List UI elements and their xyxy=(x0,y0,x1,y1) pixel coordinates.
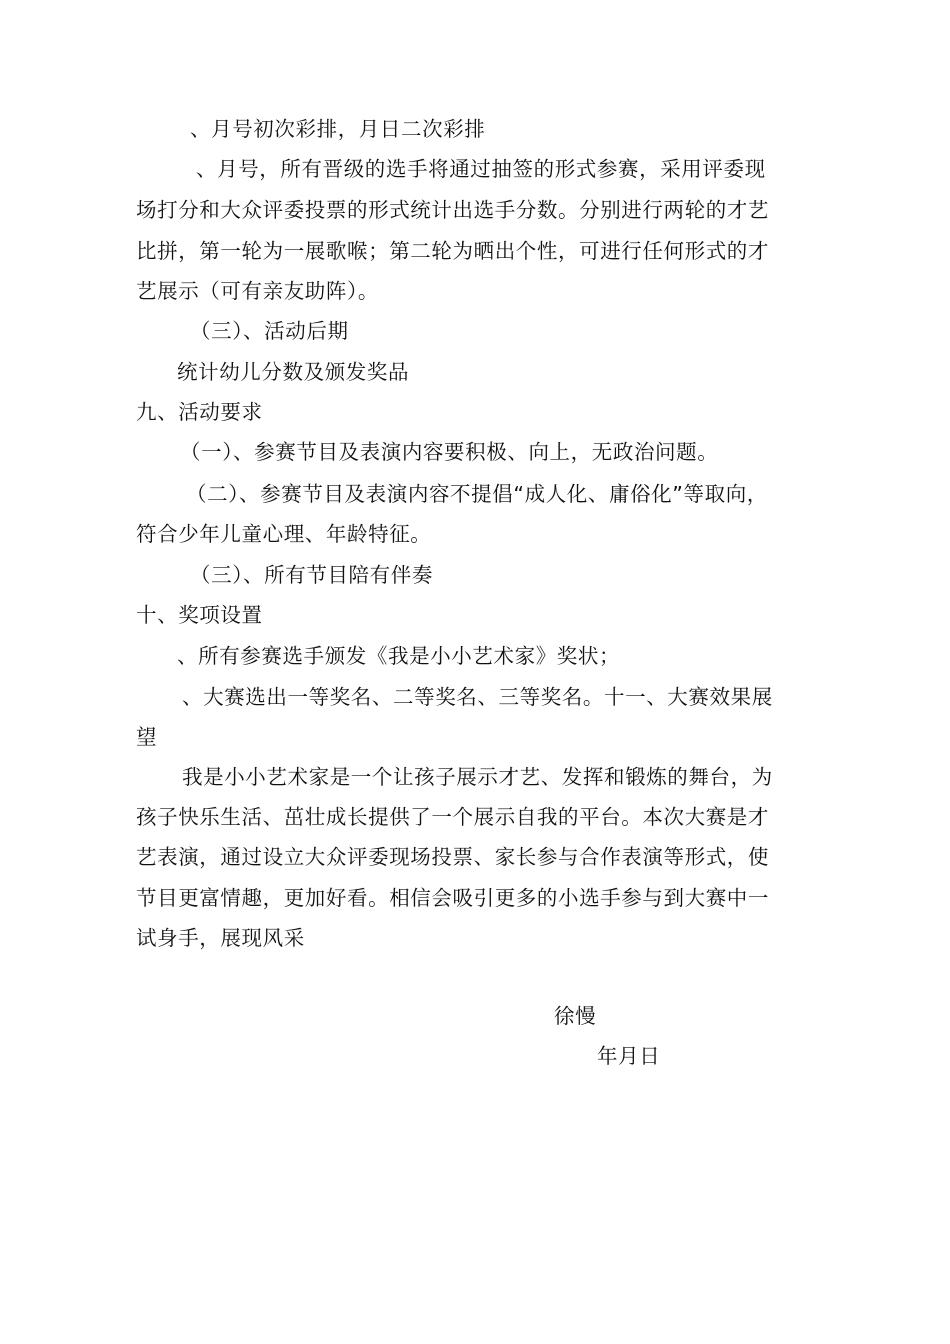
schedule-rehearsal-line: 、月号初次彩排，月日二次彩排 xyxy=(190,117,486,141)
paragraph-line: 符合少年儿童心理、年龄特征。 xyxy=(136,522,432,546)
award-item: 、所有参赛选手颁发《我是小小艺术家》奖状； xyxy=(177,644,621,668)
requirement-item: （三）、所有节目陪有伴奏 xyxy=(190,563,433,587)
section-heading: 十、奖项设置 xyxy=(136,603,263,627)
paragraph-line: 我是小小艺术家是一个让孩子展示才艺、发挥和锻炼的舞台，为 xyxy=(182,765,773,789)
paragraph-line: 艺表演，通过设立大众评委现场投票、家长参与合作表演等形式，使 xyxy=(136,845,769,869)
schedule-competition-line: 、月号，所有晋级的选手将通过抽签的形式参赛，采用评委现 xyxy=(196,157,766,181)
paragraph-line: 艺展示（可有亲友助阵）。 xyxy=(136,279,379,303)
paragraph-line: 试身手，展现风采 xyxy=(136,926,305,950)
paragraph-line: 望 xyxy=(136,725,158,749)
paragraph-line: 节目更富情趣，更加好看。相信会吸引更多的小选手参与到大赛中一 xyxy=(136,886,769,910)
paragraph-line: 孩子快乐生活、茁壮成长提供了一个展示自我的平台。本次大赛是才 xyxy=(136,805,769,829)
signature-date: 年月日 xyxy=(597,1044,661,1068)
paragraph-line: 统计幼儿分数及颁发奖品 xyxy=(177,360,410,384)
paragraph-line: 比拼，第一轮为一展歌喉；第二轮为晒出个性，可进行任何形式的才 xyxy=(136,239,769,263)
requirement-item: （二）、参赛节目及表演内容不提倡“成人化、庸俗化”等取向， xyxy=(186,482,768,506)
section-heading: 九、活动要求 xyxy=(136,400,263,424)
requirement-item: （一）、参赛节目及表演内容要积极、向上，无政治问题。 xyxy=(180,440,719,464)
award-item: 、大赛选出一等奖名、二等奖名、三等奖名。十一、大赛效果展 xyxy=(182,685,773,709)
paragraph-line: 场打分和大众评委投票的形式统计出选手分数。分别进行两轮的才艺 xyxy=(136,198,769,222)
subsection-heading: （三）、活动后期 xyxy=(190,319,349,343)
signature-name: 徐慢 xyxy=(554,1004,597,1028)
